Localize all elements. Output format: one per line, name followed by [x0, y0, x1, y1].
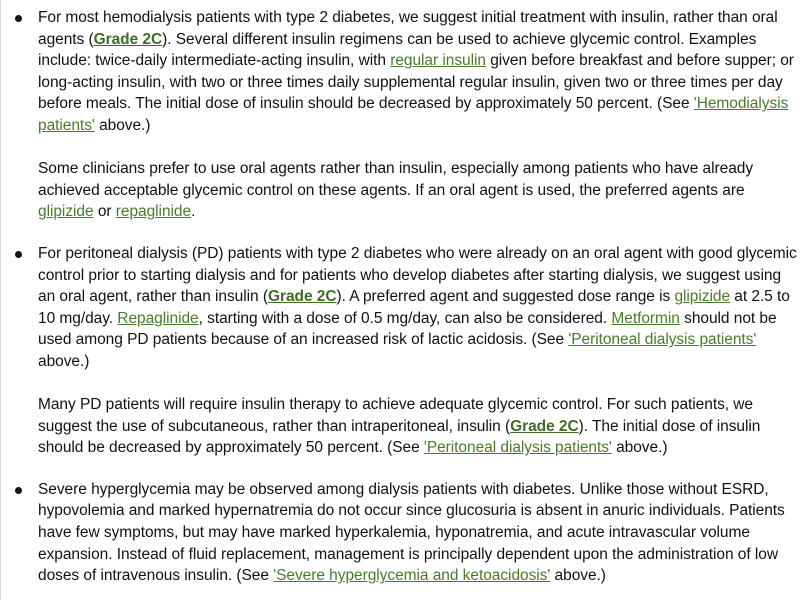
- text-segment: above.): [550, 567, 606, 585]
- text-segment: Some clinicians prefer to use oral agents rather than insulin, especially among patients who have already achieved acceptable glycemic control on these agents. If an oral agent is used, the preferred agents are: [38, 160, 754, 199]
- bullet-point-icon: [15, 487, 22, 494]
- bullet-item: [1, 479, 800, 587]
- paragraph: [38, 479, 799, 587]
- text-segment: or: [93, 203, 116, 221]
- grade-link[interactable]: Grade 2C: [93, 30, 163, 48]
- text-segment: Many PD patients will require insulin therapy to achieve adequate glycemic control. For such patients, we suggest the use of subcutaneous, rather than intraperitoneal, insulin (: [38, 396, 754, 435]
- glipizide-link[interactable]: glipizide: [674, 288, 731, 306]
- text-segment: ). Several different insulin regimens can be used to achieve glycemic control. Examples include: twice-daily intermediate-acting insulin, with: [38, 30, 757, 70]
- bullet-item: [1, 7, 800, 223]
- severe-hyperglycemia-link[interactable]: 'Severe hyperglycemia and ketoacidosis': [273, 567, 551, 585]
- text-segment: given before breakfast and before supper; or long-acting insulin, with two or three times daily supplemental regular insulin, given two or three times per day before meals. The initial dose of insulin should be decreased by approximately 50 percent. (See: [38, 52, 794, 113]
- paragraph: [38, 7, 799, 137]
- text-segment: should not be used among PD patients because of an increased risk of lactic acidosis. (See: [38, 309, 777, 349]
- peritoneal-dialysis-patients-link[interactable]: 'Peritoneal dialysis patients': [423, 439, 612, 457]
- text-segment: above.): [94, 116, 151, 134]
- text-segment: , starting with a dose of 0.5 mg/day, can also be considered.: [198, 309, 612, 327]
- bullet-item: [1, 243, 800, 459]
- regular-insulin-link[interactable]: regular insulin: [390, 52, 486, 70]
- hemodialysis-patients-link[interactable]: 'Hemodialysis patients': [38, 95, 789, 134]
- text-segment: above.): [611, 439, 668, 457]
- text-segment: Severe hyperglycemia may be observed among dialysis patients with diabetes. Unlike those without ESRD, hypovolemia and marked hypernatremia do not occur since glucosuria is absent in anuric individuals. Patients have few symptoms, but may have marked hyperkalemia, hyponatremia, and acute intravascular volume expansion. Instead of fluid replacement, management is principally dependent upon the administration of low doses of intravenous insulin. (See: [38, 480, 785, 585]
- text-segment: above.): [38, 352, 90, 370]
- repaglinide-link[interactable]: Repaglinide: [117, 309, 199, 327]
- paragraph: [38, 394, 799, 459]
- peritoneal-dialysis-patients-link[interactable]: 'Peritoneal dialysis patients': [568, 331, 757, 349]
- grade-link[interactable]: Grade 2C: [267, 288, 337, 306]
- glipizide-link[interactable]: glipizide: [38, 203, 94, 221]
- recommendation-list: [1, 7, 800, 587]
- text-segment: For peritoneal dialysis (PD) patients with type 2 diabetes who were already on an oral agent with good glycemic control prior to starting dialysis and for patients who develop diabetes after starting dialysis, we suggest using an oral agent, rather than insulin (: [38, 244, 797, 306]
- bullet-point-icon: [15, 251, 22, 258]
- bullet-point-icon: [15, 15, 22, 22]
- text-segment: ). The initial dose of insulin should be decreased by approximately 50 percent. (See: [38, 417, 761, 457]
- text-segment: .: [191, 203, 196, 221]
- repaglinide-link[interactable]: repaglinide: [115, 203, 192, 221]
- grade-link[interactable]: Grade 2C: [510, 417, 579, 435]
- paragraph: [38, 243, 799, 373]
- metformin-link[interactable]: Metformin: [611, 309, 680, 327]
- text-segment: ). A preferred agent and suggested dose range is: [336, 288, 675, 306]
- text-segment: at 2.5 to 10 mg/day.: [38, 288, 790, 327]
- text-segment: For most hemodialysis patients with type 2 diabetes, we suggest initial treatment with insulin, rather than oral agents (: [38, 9, 778, 48]
- paragraph: [38, 158, 799, 223]
